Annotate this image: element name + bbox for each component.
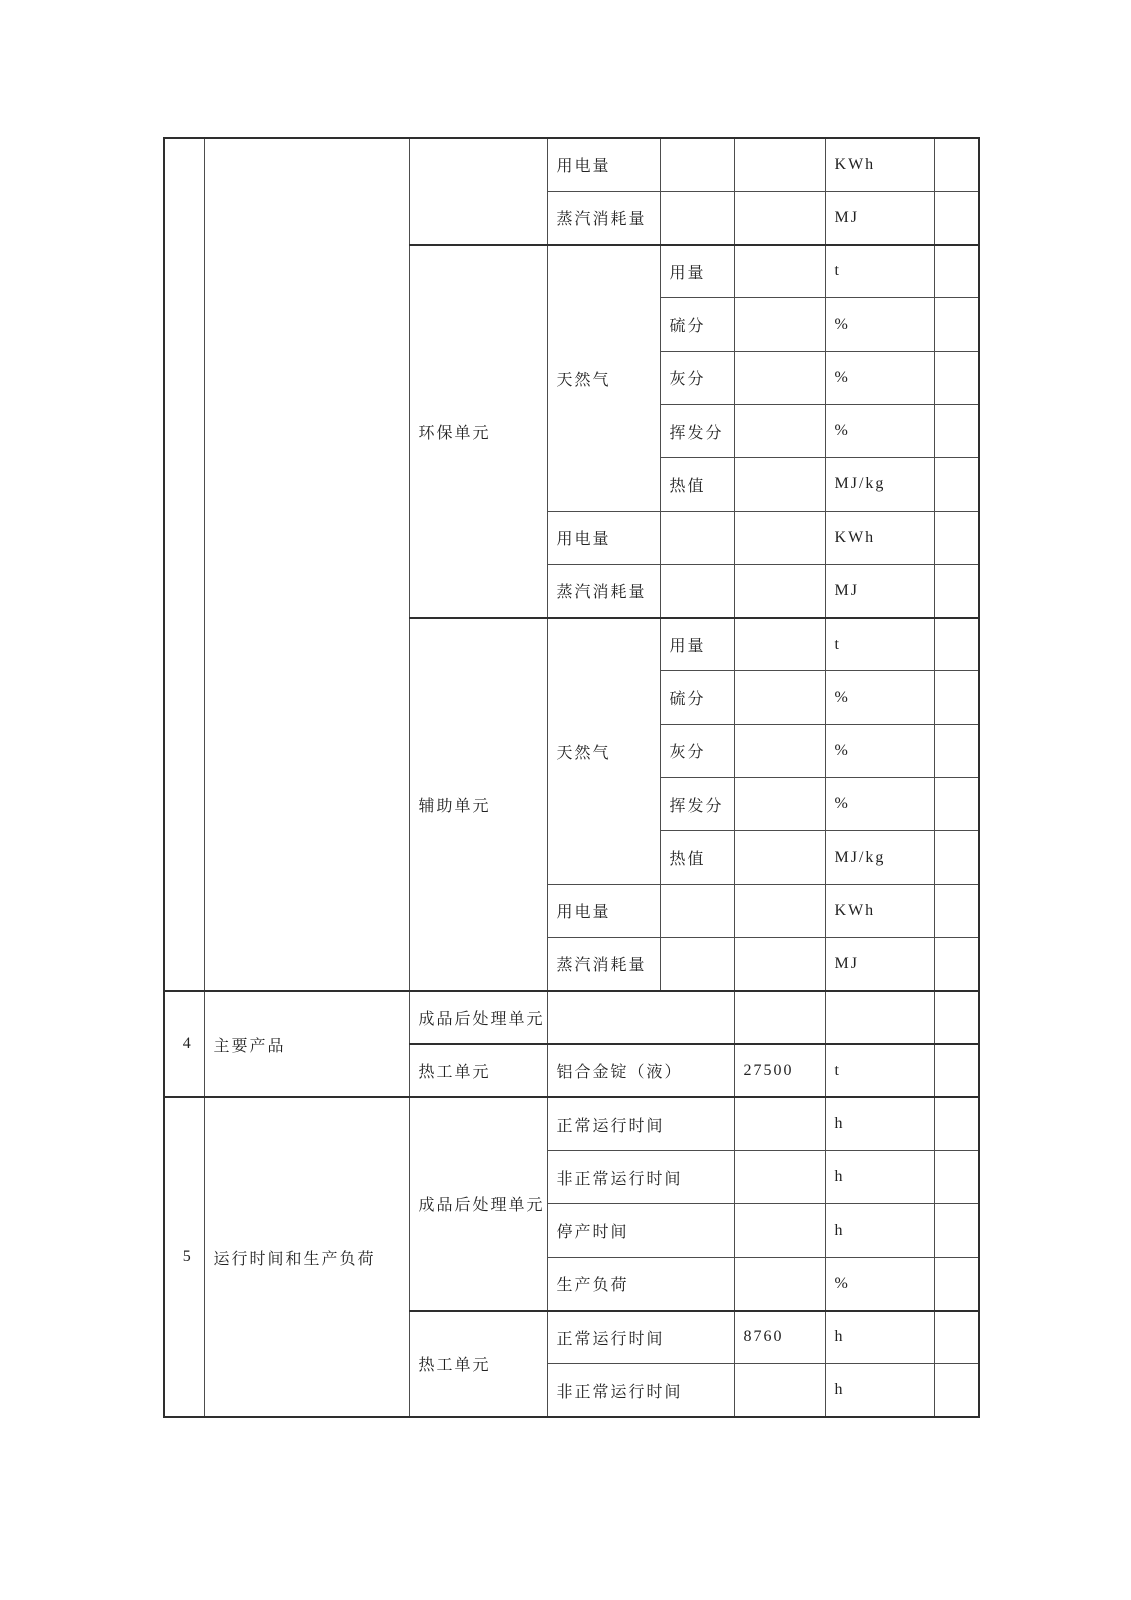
remark-cell (934, 671, 979, 724)
value-cell (734, 618, 825, 671)
measure-cell: MJ (825, 191, 934, 244)
table-row (164, 138, 979, 191)
measure-cell: % (825, 778, 934, 831)
measure-cell: % (825, 724, 934, 777)
measure-cell: h (825, 1151, 934, 1204)
item-cell: 生产负荷 (547, 1257, 734, 1310)
measure-cell: MJ (825, 937, 934, 990)
remark-cell (934, 1311, 979, 1364)
param-cell: 热值 (660, 458, 734, 511)
remark-cell (934, 1364, 979, 1417)
row-number-cell: 4 (164, 991, 204, 1098)
item-cell: 正常运行时间 (547, 1311, 734, 1364)
measure-cell: h (825, 1311, 934, 1364)
measure-cell: t (825, 245, 934, 298)
item-cell: 铝合金锭（液） (547, 1044, 734, 1097)
remark-cell (934, 351, 979, 404)
value-cell (734, 351, 825, 404)
value-cell (734, 724, 825, 777)
measure-cell: MJ (825, 564, 934, 617)
item-cell: 用电量 (547, 138, 660, 191)
table-row (164, 1097, 979, 1150)
remark-cell (934, 1204, 979, 1257)
measure-cell: MJ/kg (825, 831, 934, 884)
measure-cell: % (825, 351, 934, 404)
param-cell: 灰分 (660, 351, 734, 404)
item-cell: 正常运行时间 (547, 1097, 734, 1150)
item-cell: 用电量 (547, 511, 660, 564)
measure-cell: KWh (825, 511, 934, 564)
remark-cell (934, 138, 979, 191)
remark-cell (934, 458, 979, 511)
measure-cell: KWh (825, 884, 934, 937)
item-cell: 蒸汽消耗量 (547, 564, 660, 617)
param-cell: 用量 (660, 618, 734, 671)
value-cell (734, 298, 825, 351)
param-cell: 热值 (660, 831, 734, 884)
measure-cell: h (825, 1364, 934, 1417)
param-cell: 用量 (660, 245, 734, 298)
category-cell (204, 138, 409, 991)
value-cell (734, 245, 825, 298)
value-cell (734, 884, 825, 937)
param-cell: 灰分 (660, 724, 734, 777)
measure-cell: t (825, 618, 934, 671)
measure-cell: h (825, 1204, 934, 1257)
remark-cell (934, 511, 979, 564)
unit-name-cell: 成品后处理单元 (409, 1097, 547, 1310)
item-cell: 蒸汽消耗量 (547, 191, 660, 244)
measure-cell: % (825, 298, 934, 351)
remark-cell (934, 1044, 979, 1097)
remark-cell (934, 245, 979, 298)
remark-cell (934, 884, 979, 937)
measure-cell: MJ/kg (825, 458, 934, 511)
category-cell: 运行时间和生产负荷 (204, 1097, 409, 1417)
value-cell (734, 831, 825, 884)
param-cell (660, 564, 734, 617)
remark-cell (934, 831, 979, 884)
value-cell (734, 404, 825, 457)
value-cell (734, 937, 825, 990)
remark-cell (934, 618, 979, 671)
category-cell: 主要产品 (204, 991, 409, 1098)
remark-cell (934, 191, 979, 244)
remark-cell (934, 778, 979, 831)
item-cell: 非正常运行时间 (547, 1364, 734, 1417)
value-cell: 8760 (734, 1311, 825, 1364)
fuel-name-cell: 天然气 (547, 245, 660, 511)
param-cell (660, 191, 734, 244)
remark-cell (934, 404, 979, 457)
unit-name-cell: 热工单元 (409, 1044, 547, 1097)
measure-cell (825, 991, 934, 1044)
value-cell (734, 1364, 825, 1417)
row-number-cell: 5 (164, 1097, 204, 1417)
value-cell (734, 1257, 825, 1310)
fuel-name-cell: 天然气 (547, 618, 660, 884)
production-data-table (163, 137, 980, 1418)
value-cell (734, 778, 825, 831)
item-cell (547, 991, 734, 1044)
param-cell: 硫分 (660, 298, 734, 351)
measure-cell: % (825, 1257, 934, 1310)
unit-name-cell: 热工单元 (409, 1311, 547, 1418)
item-cell: 用电量 (547, 884, 660, 937)
value-cell: 27500 (734, 1044, 825, 1097)
param-cell (660, 884, 734, 937)
remark-cell (934, 298, 979, 351)
param-cell (660, 138, 734, 191)
value-cell (734, 671, 825, 724)
param-cell (660, 937, 734, 990)
remark-cell (934, 937, 979, 990)
remark-cell (934, 991, 979, 1044)
remark-cell (934, 724, 979, 777)
param-cell (660, 511, 734, 564)
remark-cell (934, 1097, 979, 1150)
row-number-cell (164, 138, 204, 991)
measure-cell: % (825, 671, 934, 724)
value-cell (734, 458, 825, 511)
unit-name-cell: 成品后处理单元 (409, 991, 547, 1044)
value-cell (734, 138, 825, 191)
remark-cell (934, 1151, 979, 1204)
item-cell: 停产时间 (547, 1204, 734, 1257)
unit-name-cell: 辅助单元 (409, 618, 547, 991)
unit-name-cell: 环保单元 (409, 245, 547, 618)
item-cell: 蒸汽消耗量 (547, 937, 660, 990)
param-cell: 挥发分 (660, 778, 734, 831)
value-cell (734, 191, 825, 244)
remark-cell (934, 564, 979, 617)
value-cell (734, 1204, 825, 1257)
value-cell (734, 564, 825, 617)
value-cell (734, 1097, 825, 1150)
param-cell: 硫分 (660, 671, 734, 724)
value-cell (734, 1151, 825, 1204)
unit-name-cell (409, 138, 547, 245)
measure-cell: t (825, 1044, 934, 1097)
value-cell (734, 991, 825, 1044)
value-cell (734, 511, 825, 564)
measure-cell: % (825, 404, 934, 457)
measure-cell: h (825, 1097, 934, 1150)
remark-cell (934, 1257, 979, 1310)
measure-cell: KWh (825, 138, 934, 191)
table-row (164, 991, 979, 1044)
item-cell: 非正常运行时间 (547, 1151, 734, 1204)
param-cell: 挥发分 (660, 404, 734, 457)
